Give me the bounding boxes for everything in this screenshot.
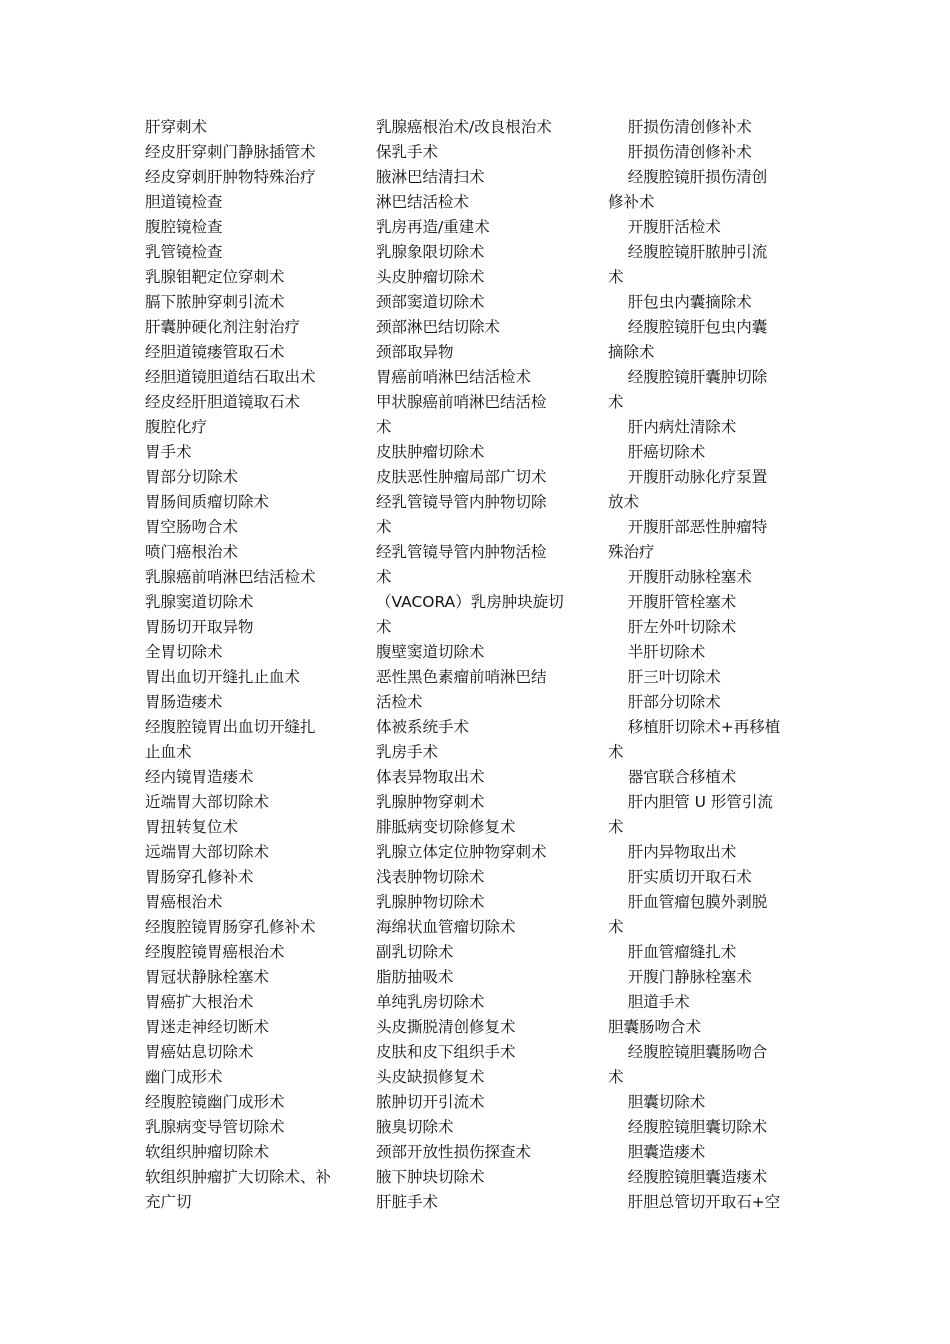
procedure-item: 全胃切除术 (145, 643, 223, 661)
procedure-item: 软组织肿瘤扩大切除术、补 充广切 (145, 1168, 332, 1211)
procedure-item: 皮肤肿瘤切除术 (376, 443, 485, 461)
procedure-item: 胃癌前哨淋巴结活检术 (376, 368, 532, 386)
procedure-item: 皮肤恶性肿瘤局部广切术 (376, 468, 547, 486)
procedure-item: 浅表肿物切除术 (376, 868, 485, 886)
procedure-item: 肝损伤清创修补术 (608, 118, 752, 136)
procedure-item: 喷门癌根治术 (145, 543, 239, 561)
procedure-item: 膈下脓肿穿刺引流术 (145, 293, 285, 311)
procedure-item: 开腹肝活检术 (608, 218, 721, 236)
procedure-item: 经皮经肝胆道镜取石术 (145, 393, 301, 411)
procedure-item: 胃肠切开取异物 (145, 618, 254, 636)
procedure-item: 经腹腔镜胆囊造瘘术 (608, 1168, 768, 1186)
procedure-item: 乳腺癌前哨淋巴结活检术 (145, 568, 316, 586)
procedure-item: 胃肠穿孔修补术 (145, 868, 254, 886)
procedure-item: 胃空肠吻合术 (145, 518, 239, 536)
procedure-item: 胃癌扩大根治术 (145, 993, 254, 1011)
procedure-item: 皮肤和皮下组织手术 (376, 1043, 516, 1061)
procedure-item: 脓肿切开引流术 (376, 1093, 485, 1111)
procedure-item: 肝内胆管 U 形管引流 术 (608, 793, 773, 836)
procedure-item: 体被系统手术 (376, 718, 470, 736)
column-2 (376, 115, 581, 1215)
procedure-item: 肝内病灶清除术 (608, 418, 737, 436)
procedure-item: 腋臭切除术 (376, 1118, 454, 1136)
procedure-item: 腹腔镜检查 (145, 218, 223, 236)
procedure-item: 乳房手术 (376, 743, 439, 761)
procedure-item: 经腹腔镜胃出血切开缝扎 止血术 (145, 718, 316, 761)
procedure-item: 头皮缺损修复术 (376, 1068, 485, 1086)
procedure-item: 近端胃大部切除术 (145, 793, 270, 811)
procedure-item: 肝血管瘤缝扎术 (608, 943, 737, 961)
procedure-item: 乳腺立体定位肿物穿刺术 (376, 843, 547, 861)
procedure-list-1 (145, 115, 355, 1215)
procedure-item: 副乳切除术 (376, 943, 454, 961)
procedure-item: 经内镜胃造瘘术 (145, 768, 254, 786)
procedure-item: 胆道镜检查 (145, 193, 223, 211)
procedure-item: 肝左外叶切除术 (608, 618, 737, 636)
procedure-item: 开腹肝动脉栓塞术 (608, 568, 752, 586)
procedure-item: 胃癌姑息切除术 (145, 1043, 254, 1061)
procedure-item: 甲状腺癌前哨淋巴结活检 术 (376, 393, 547, 436)
procedure-item: 开腹门静脉栓塞术 (608, 968, 752, 986)
procedure-item: 经腹腔镜胃癌根治术 (145, 943, 285, 961)
procedure-item: 肝损伤清创修补术 (608, 143, 752, 161)
procedure-item: 乳腺钼靶定位穿刺术 (145, 268, 285, 286)
procedure-item: 乳腺象限切除术 (376, 243, 485, 261)
procedure-item: 肝部分切除术 (608, 693, 721, 711)
procedure-item: （VACORA）乳房肿块旋切 术 (376, 593, 564, 636)
procedure-item: 经腹腔镜胆囊肠吻合 术 (608, 1043, 768, 1086)
procedure-item: 胃癌根治术 (145, 893, 223, 911)
procedure-item: 胃部分切除术 (145, 468, 239, 486)
procedure-item: 腋淋巴结清扫术 (376, 168, 485, 186)
procedure-item: 脂肪抽吸术 (376, 968, 454, 986)
procedure-item: 经皮肝穿刺门静脉插管术 (145, 143, 316, 161)
procedure-item: 经腹腔镜肝脓肿引流 术 (608, 243, 768, 286)
procedure-item: 肝穿刺术 (145, 118, 208, 136)
procedure-item: 乳腺癌根治术/改良根治术 (376, 118, 552, 136)
procedure-item: 头皮肿瘤切除术 (376, 268, 485, 286)
procedure-item: 肝癌切除术 (608, 443, 706, 461)
procedure-item: 经胆道镜胆道结石取出术 (145, 368, 316, 386)
procedure-item: 胆道手术 (608, 993, 690, 1011)
procedure-item: 肝胆总管切开取石+空 (608, 1193, 781, 1211)
procedure-item: 乳腺肿物切除术 (376, 893, 485, 911)
procedure-item: 胆囊切除术 (608, 1093, 706, 1111)
procedure-item: 移植肝切除术+再移植 术 (608, 718, 781, 761)
procedure-item: 胃冠状静脉栓塞术 (145, 968, 270, 986)
procedure-list-3 (608, 115, 813, 1215)
procedure-item: 软组织肿瘤切除术 (145, 1143, 270, 1161)
procedure-item: 肝包虫内囊摘除术 (608, 293, 752, 311)
procedure-item: 肝囊肿硬化剂注射治疗 (145, 318, 301, 336)
procedure-item: 经腹腔镜胆囊切除术 (608, 1118, 768, 1136)
procedure-item: 乳房再造/重建术 (376, 218, 490, 236)
procedure-item: 乳腺窦道切除术 (145, 593, 254, 611)
procedure-item: 胃出血切开缝扎止血术 (145, 668, 301, 686)
procedure-item: 肝脏手术 (376, 1193, 439, 1211)
procedure-item: 腋下肿块切除术 (376, 1168, 485, 1186)
procedure-item: 腹腔化疗 (145, 418, 208, 436)
procedure-item: 经腹腔镜肝损伤清创 修补术 (608, 168, 768, 211)
procedure-item: 肝实质切开取石术 (608, 868, 752, 886)
procedure-list-2 (376, 115, 581, 1215)
procedure-item: 经胆道镜瘘管取石术 (145, 343, 285, 361)
procedure-item: 颈部开放性损伤探查术 (376, 1143, 532, 1161)
procedure-item: 体表异物取出术 (376, 768, 485, 786)
procedure-item: 颈部窦道切除术 (376, 293, 485, 311)
procedure-item: 乳管镜检查 (145, 243, 223, 261)
procedure-item: 经皮穿刺肝肿物特殊治疗 (145, 168, 316, 186)
procedure-item: 肝血管瘤包膜外剥脱 术 (608, 893, 768, 936)
procedure-item: 胃迷走神经切断术 (145, 1018, 270, 1036)
procedure-item: 腓胝病变切除修复术 (376, 818, 516, 836)
procedure-item: 经乳管镜导管内肿物活检 术 (376, 543, 547, 586)
procedure-item: 乳腺肿物穿刺术 (376, 793, 485, 811)
procedure-item: 经腹腔镜肝囊肿切除 术 (608, 368, 768, 411)
procedure-item: 乳腺病变导管切除术 (145, 1118, 285, 1136)
procedure-item: 胃手术 (145, 443, 192, 461)
procedure-item: 胃肠间质瘤切除术 (145, 493, 270, 511)
procedure-item: 胃肠造瘘术 (145, 693, 223, 711)
procedure-item: 经乳管镜导管内肿物切除 术 (376, 493, 547, 536)
procedure-item: 淋巴结活检术 (376, 193, 470, 211)
procedure-item: 经腹腔镜幽门成形术 (145, 1093, 285, 1111)
procedure-item: 颈部取异物 (376, 343, 454, 361)
procedure-item: 开腹肝动脉化疗泵置 放术 (608, 468, 768, 511)
procedure-item: 头皮撕脱清创修复术 (376, 1018, 516, 1036)
procedure-item: 胃扭转复位术 (145, 818, 239, 836)
procedure-item: 远端胃大部切除术 (145, 843, 270, 861)
procedure-item: 胆囊肠吻合术 (608, 1018, 702, 1036)
procedure-item: 开腹肝部恶性肿瘤特 殊治疗 (608, 518, 768, 561)
procedure-item: 肝三叶切除术 (608, 668, 721, 686)
procedure-item: 颈部淋巴结切除术 (376, 318, 501, 336)
procedure-item: 保乳手术 (376, 143, 439, 161)
procedure-item: 单纯乳房切除术 (376, 993, 485, 1011)
procedure-item: 幽门成形术 (145, 1068, 223, 1086)
procedure-item: 海绵状血管瘤切除术 (376, 918, 516, 936)
procedure-item: 经腹腔镜胃肠穿孔修补术 (145, 918, 316, 936)
procedure-item: 恶性黑色素瘤前哨淋巴结 活检术 (376, 668, 547, 711)
procedure-item: 经腹腔镜肝包虫内囊 摘除术 (608, 318, 768, 361)
column-1 (145, 115, 355, 1215)
procedure-item: 半肝切除术 (608, 643, 706, 661)
column-3 (608, 115, 813, 1215)
procedure-item: 器官联合移植术 (608, 768, 737, 786)
procedure-item: 肝内异物取出术 (608, 843, 737, 861)
procedure-item: 腹壁窦道切除术 (376, 643, 485, 661)
procedure-item: 开腹肝管栓塞术 (608, 593, 737, 611)
procedure-item: 胆囊造瘘术 (608, 1143, 706, 1161)
